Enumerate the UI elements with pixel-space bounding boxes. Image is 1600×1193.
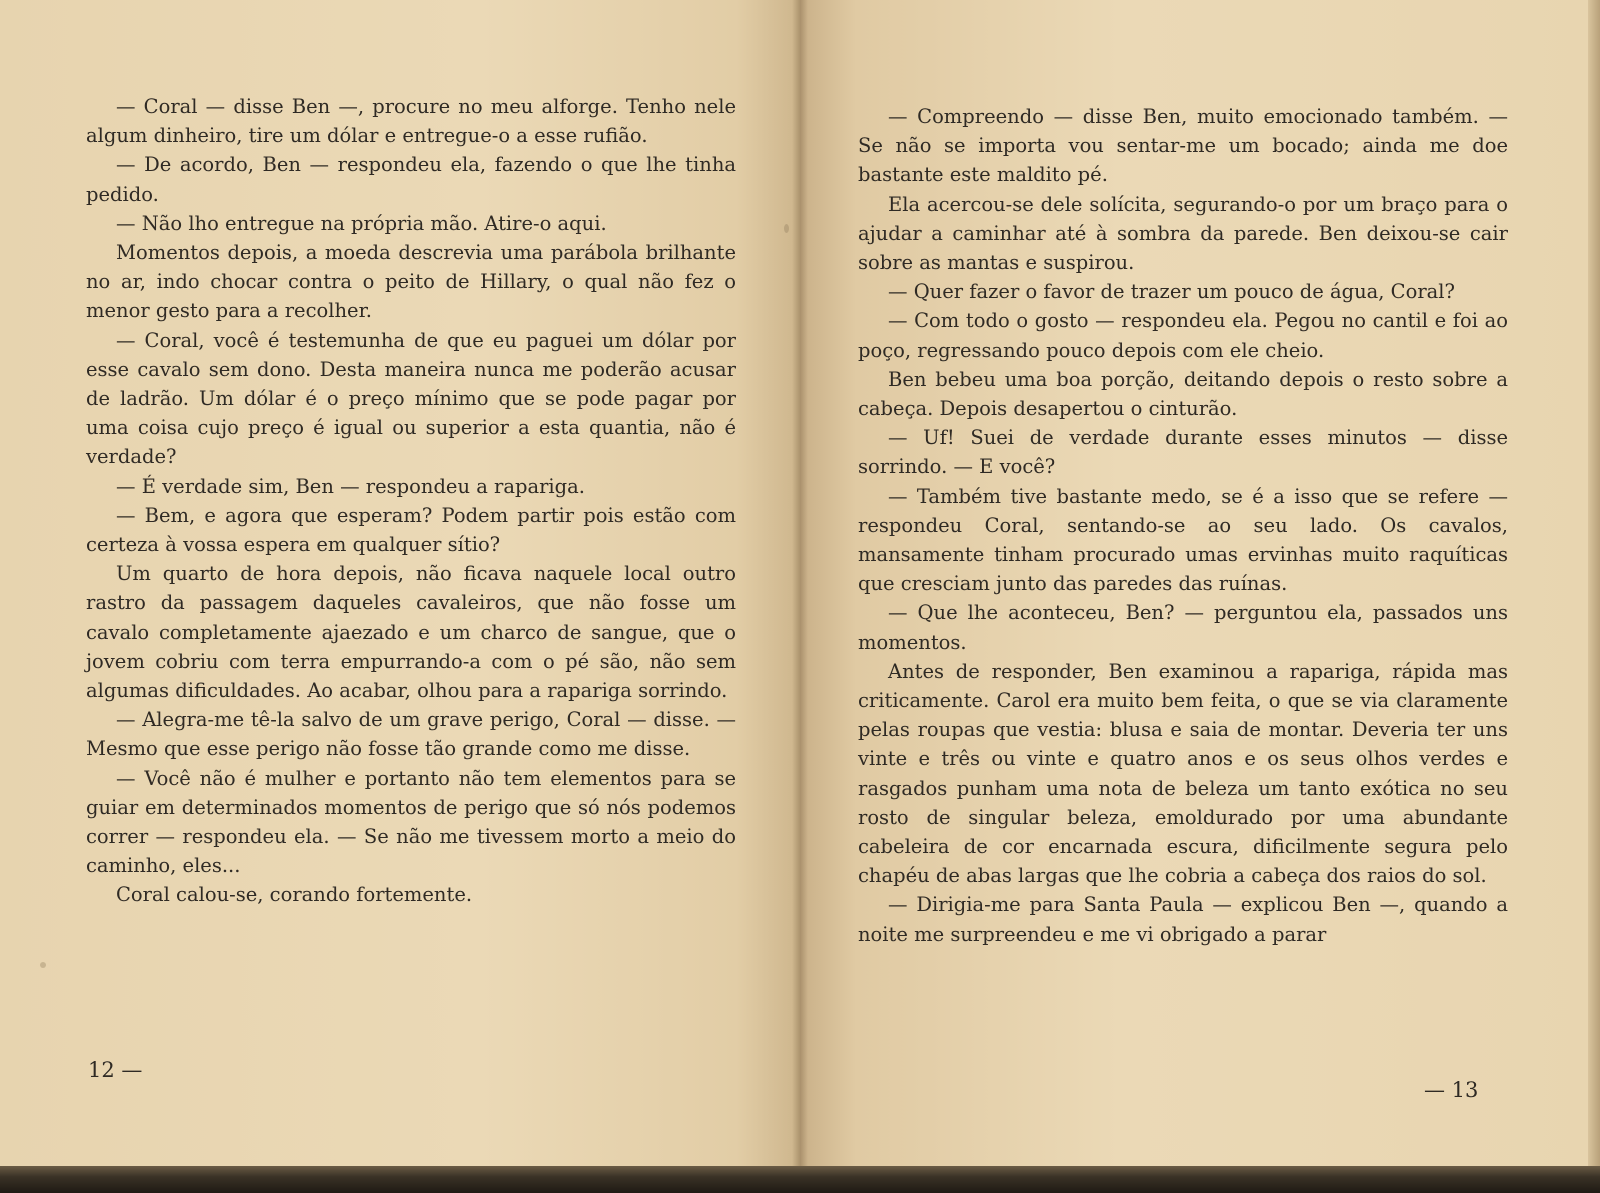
paragraph: — Dirigia-me para Santa Paula — explicou Ben —, quando a noite me surpreendeu e me vi obrigado a parar [858,893,1508,946]
paragraph: Antes de responder, Ben examinou a rapariga, rápida mas criticamente. Carol era muito bem feita, o que se via claramente pelas roupas que vestia: blusa e saia de montar. Deveria ter uns vinte e três ou vinte e quatro anos e os seus olhos verdes e rasgados punham uma nota de beleza um tanto exótica no seu rosto de singular beleza, emoldurado por uma abundante cabeleira de cor encarnada escura, dificilmente segura pelo chapéu de abas largas que lhe cobria a cabeça dos raios do sol. [858,659,1508,888]
page-edge [1588,0,1600,1180]
left-page [0,0,800,1180]
right-page [800,0,1600,1180]
paragraph: — Compreendo — disse Ben, muito emocionado também. — Se não se importa vou sentar-me um bocado; ainda me doe bastante este maldito pé. [858,105,1508,187]
paragraph: Momentos depois, a moeda descrevia uma parábola brilhante no ar, indo chocar contra o peito de Hillary, o qual não fez o menor gesto para a recolher. [86,241,736,323]
page-number-right: — 13 [1424,1078,1479,1102]
paragraph: Coral calou-se, corando fortemente. [116,883,473,907]
paragraph: Ben bebeu uma boa porção, deitando depois o resto sobre a cabeça. Depois desapertou o cinturão. [858,367,1508,421]
book-bottom-edge [0,1166,1600,1193]
paragraph: — Que lhe aconteceu, Ben? — perguntou ela, passados uns momentos. [858,601,1508,654]
paragraph: — Uf! Suei de verdade durante esses minutos — disse sorrindo. — E você? [858,426,1508,479]
paper-speck [784,224,789,233]
paragraph: — Também tive bastante medo, se é a isso que se refere — respondeu Coral, sentando-se ao seu lado. Os cavalos, mansamente tinham procurado umas ervinhas muito raquíticas que cresciam junto das paredes das ruínas. [858,484,1508,596]
right-page-text [858,102,1508,949]
paragraph: — Quer fazer o favor de trazer um pouco de água, Coral? [888,280,1455,304]
paragraph: — Bem, e agora que esperam? Podem partir pois estão com certeza à vossa espera em qualquer sítio? [86,503,736,557]
left-page-text [86,92,736,910]
paragraph: Um quarto de hora depois, não ficava naquele local outro rastro da passagem daqueles cavaleiros, que não fosse um cavalo completamente ajaezado e um charco de sangue, que o jovem cobriu com terra empurrando-a com o pé são, não sem algumas dificuldades. Ao acabar, olhou para a rapariga sorrindo. [86,562,736,703]
paragraph: — É verdade sim, Ben — respondeu a rapariga. [116,474,585,498]
paragraph: — Com todo o gosto — respondeu ela. Pegou no cantil e foi ao poço, regressando pouco depois com ele cheio. [858,309,1508,362]
paragraph: — Coral, você é testemunha de que eu paguei um dólar por esse cavalo sem dono. Desta maneira nunca me poderão acusar de ladrão. Um dólar é o preço mínimo que se pode pagar por uma coisa cujo preço é igual ou superior a esta quantia, não é verdade? [86,328,736,469]
page-number-left: 12 — [88,1058,143,1082]
paragraph: — Coral — disse Ben —, procure no meu alforge. Tenho nele algum dinheiro, tire um dólar e entregue-o a esse rufião. [86,95,736,148]
paper-speck [40,962,46,968]
book-gutter [792,0,808,1180]
paragraph: Ela acercou-se dele solícita, segurando-o por um braço para o ajudar a caminhar até à sombra da parede. Ben deixou-se cair sobre as mantas e suspirou. [858,192,1508,275]
paragraph: — De acordo, Ben — respondeu ela, fazendo o que lhe tinha pedido. [86,153,736,206]
paragraph: — Você não é mulher e portanto não tem elementos para se guiar em determinados momentos de perigo que só nós podemos correr — respondeu ela. — Se não me tivessem morto a meio do caminho, eles... [86,766,736,878]
paragraph: — Alegra-me tê-la salvo de um grave perigo, Coral — disse. — Mesmo que esse perigo não fosse tão grande como me disse. [86,708,736,761]
paragraph: — Não lho entregue na própria mão. Atire-o aqui. [116,211,607,235]
